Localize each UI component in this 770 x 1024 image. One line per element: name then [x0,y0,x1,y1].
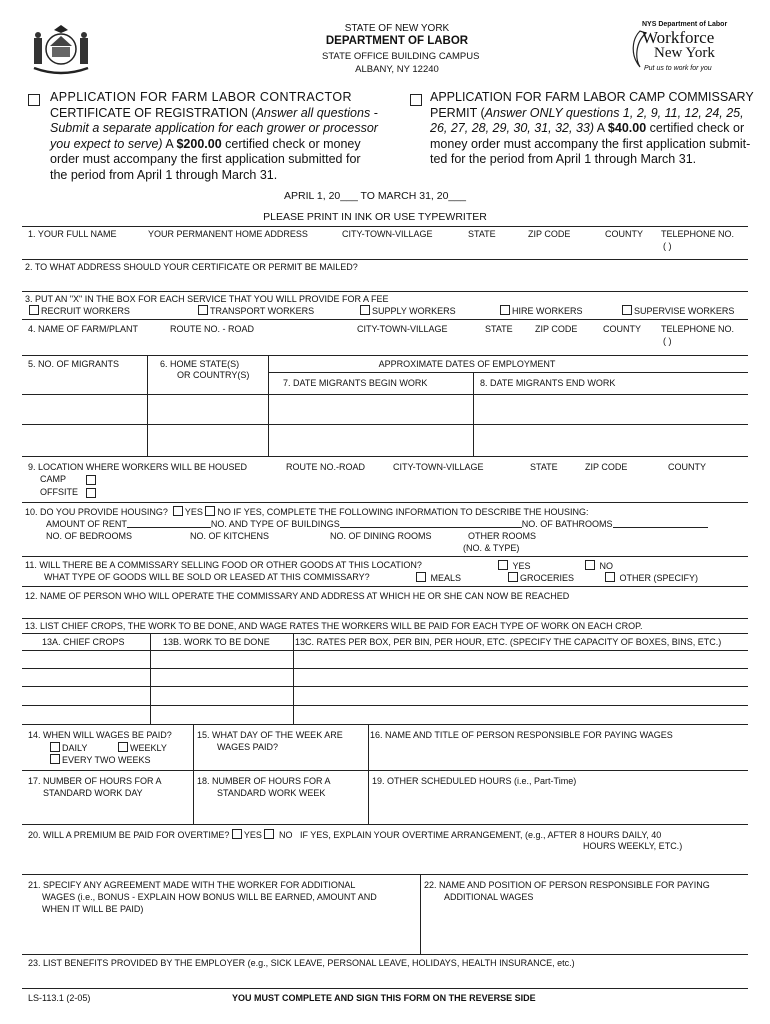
q14-weekly[interactable]: WEEKLY [118,742,167,754]
q1-zip-label: ZIP CODE [528,229,571,239]
rule [22,824,748,825]
header-department: DEPARTMENT OF LABOR [325,35,469,47]
farm-labor-contractor-text: APPLICATION FOR FARM LABOR CONTRACTOR CERTIFICATE OF REGISTRATION (Answer all questions - Submit a separate application for each grower or processor you expect to serve) A $200.00 certified check or money order must accompany the first application submitted for the period from April 1 through March 31. [50,90,378,182]
header-building: STATE OFFICE BUILDING CAMPUS [322,51,480,62]
rule [22,668,748,669]
header-state: STATE OF NEW YORK [344,23,450,34]
q3-services-label: 3. PUT AN "X" IN THE BOX FOR EACH SERVICE THAT YOU WILL PROVIDE FOR A FEE [25,294,389,304]
q14-daily[interactable]: DAILY [50,742,87,754]
q5-migrants-label: 5. NO. OF MIGRANTS [28,359,120,369]
checkbox[interactable] [360,305,370,315]
divider [147,355,148,456]
q6-country-label: OR COUNTRY(S) [177,370,250,380]
q9-housing-location-label: 9. LOCATION WHERE WORKERS WILL BE HOUSED [28,462,248,472]
q10-bedrooms-label: NO. OF BEDROOMS [46,531,133,541]
checkbox[interactable] [605,572,615,582]
q23-benefits-label: 23. LIST BENEFITS PROVIDED BY THE EMPLOYER (e.g., SICK LEAVE, PERSONAL LEAVE, HOLIDAYS, HEALTH INSURANCE, etc.) [28,958,575,968]
q10-buildings-field[interactable] [340,518,522,528]
approx-dates-label: APPROXIMATE DATES OF EMPLOYMENT [378,359,556,369]
q1-telephone-label: TELEPHONE NO. [661,229,735,239]
q10-no-checkbox[interactable] [205,506,215,516]
q20-overtime-label: 20. WILL A PREMIUM BE PAID FOR OVERTIME? YES NO IF YES, EXPLAIN YOUR OVERTIME ARRANGEMENT, (e.g., AFTER 8 HOURS DAILY, 40 [28,830,662,840]
farm-labor-contractor-checkbox[interactable] [28,94,40,106]
q1-county-label: COUNTY [605,229,643,239]
header-city: ALBANY, NY 12240 [355,64,439,75]
q10-yes-checkbox[interactable] [173,506,183,516]
q2-mailing-address-label: 2. TO WHAT ADDRESS SHOULD YOUR CERTIFICATE OR PERMIT BE MAILED? [25,262,358,272]
rule [22,954,748,955]
q12-commissary-operator-label: 12. NAME OF PERSON WHO WILL OPERATE THE COMMISSARY AND ADDRESS AT WHICH HE OR SHE CAN NOW BE REACHED [25,591,570,601]
divider [473,373,474,456]
q14-every-two-weeks[interactable]: EVERY TWO WEEKS [50,754,151,766]
q1-home-address-label: YOUR PERMANENT HOME ADDRESS [148,229,308,239]
q9-county-label: COUNTY [668,462,706,472]
q22-responsible-label-2: ADDITIONAL WAGES [444,892,534,902]
q3-supply-workers[interactable]: SUPPLY WORKERS [360,305,456,317]
q21-agreement-label-2: WAGES (i.e., BONUS - EXPLAIN HOW BONUS WILL BE EARNED, AMOUNT AND [42,892,377,902]
q3-supervise-workers[interactable]: SUPERVISE WORKERS [622,305,734,317]
divider [293,633,294,724]
rule [22,456,748,457]
rule [22,394,748,395]
rule [268,372,748,373]
q20-yes-checkbox[interactable] [232,829,242,839]
q18-standard-week-label: STANDARD WORK WEEK [217,788,326,798]
q9-city-label: CITY-TOWN-VILLAGE [393,462,484,472]
q13-crops-label: 13. LIST CHIEF CROPS, THE WORK TO BE DONE, AND WAGE RATES THE WORKERS WILL BE PAID FOR EACH TYPE OF WORK ON EACH CROP. [25,621,643,631]
q7-begin-work-label: 7. DATE MIGRANTS BEGIN WORK [283,378,428,388]
checkbox[interactable] [118,742,128,752]
q4-telephone-area[interactable]: ( ) [663,336,672,346]
checkbox[interactable] [29,305,39,315]
q14-wages-paid-label: 14. WHEN WILL WAGES BE PAID? [28,730,172,740]
q20-no-checkbox[interactable] [264,829,274,839]
q17-standard-day-label: STANDARD WORK DAY [43,788,143,798]
state-seal [30,22,92,80]
q1-city-label: CITY-TOWN-VILLAGE [342,229,433,239]
q10-no-type-label: (NO. & TYPE) [463,543,520,553]
q11-yes[interactable]: YES [498,560,531,572]
divider [420,874,421,954]
q10-other-rooms-label: OTHER ROOMS [468,531,537,541]
rule [22,502,748,503]
rule [22,618,748,619]
q3-hire-workers[interactable]: HIRE WORKERS [500,305,583,317]
q9-camp-checkbox[interactable] [86,475,96,485]
q21-agreement-label-3: WHEN IT WILL BE PAID) [42,904,144,914]
camp-commissary-checkbox[interactable] [410,94,422,106]
period-line: APRIL 1, 20___ TO MARCH 31, 20___ [284,190,466,202]
print-note: PLEASE PRINT IN INK OR USE TYPEWRITER [263,211,487,223]
q9-offsite-checkbox[interactable] [86,488,96,498]
q16-responsible-person-label: 16. NAME AND TITLE OF PERSON RESPONSIBLE FOR PAYING WAGES [370,730,673,740]
rule [22,319,748,320]
q1-telephone-area[interactable]: ( ) [663,241,672,251]
q9-zip-label: ZIP CODE [585,462,628,472]
q13c-rates-label: 13C. RATES PER BOX, PER BIN, PER HOUR, ETC. (SPECIFY THE CAPACITY OF BOXES, BINS, ETC.) [295,637,722,647]
rule [22,355,748,356]
q10-kitchens-label: NO. OF KITCHENS [190,531,270,541]
q3-transport-workers[interactable]: TRANSPORT WORKERS [198,305,314,317]
q11-no[interactable]: NO [585,560,613,572]
q4-telephone-label: TELEPHONE NO. [661,324,735,334]
rule [22,988,748,989]
q3-recruit-workers[interactable]: RECRUIT WORKERS [29,305,130,317]
q10-dining-label: NO. OF DINING ROOMS [330,531,432,541]
form-number: LS-113.1 (2-05) [28,993,91,1003]
q13a-chief-crops-label: 13A. CHIEF CROPS [42,637,125,647]
q11-goods-type-label: WHAT TYPE OF GOODS WILL BE SOLD OR LEASED AT THIS COMMISSARY? [44,572,370,582]
q1-state-label: STATE [468,229,496,239]
checkbox[interactable] [50,742,60,752]
rule [22,586,748,587]
checkbox[interactable] [416,572,426,582]
q10-housing-label: 10. DO YOU PROVIDE HOUSING? YES NO IF YES, COMPLETE THE FOLLOWING INFORMATION TO DESCRIBE THE HOUSING: [25,507,589,517]
camp-commissary-text: APPLICATION FOR FARM LABOR CAMP COMMISSARY PERMIT (Answer ONLY questions 1, 2, 9, 11, 12, 24, 25, 26, 27, 28, 29, 30, 31, 32, 33) A $40.00 certified check or money order must accompany the first application submit- ted for the period from April 1 through March 31. [430,90,754,166]
q9-route-label: ROUTE NO.-ROAD [286,462,366,472]
q10-rent-row: AMOUNT OF RENT NO. AND TYPE OF BUILDINGS NO. OF BATHROOMS [46,518,708,530]
checkbox[interactable] [508,572,518,582]
q19-other-hours-label: 19. OTHER SCHEDULED HOURS (i.e., Part-Time) [372,776,577,786]
footer-note: YOU MUST COMPLETE AND SIGN THIS FORM ON THE REVERSE SIDE [232,993,536,1003]
q9-offsite-label: OFFSITE [40,487,78,497]
q11-meals[interactable]: MEALS [416,572,461,584]
checkbox[interactable] [50,754,60,764]
q20-hours-weekly-label: HOURS WEEKLY, ETC.) [583,841,683,851]
q18-hours-week-label: 18. NUMBER OF HOURS FOR A [197,776,331,786]
q4-route-label: ROUTE NO. - ROAD [170,324,255,334]
q15-day-label: 15. WHAT DAY OF THE WEEK ARE [197,730,343,740]
q11-other[interactable]: OTHER (SPECIFY) [605,572,698,584]
q4-county-label: COUNTY [603,324,641,334]
q9-state-label: STATE [530,462,558,472]
q6-home-state-label: 6. HOME STATE(S) [160,359,240,369]
checkbox[interactable] [198,305,208,315]
q10-bathrooms-field[interactable] [613,518,708,528]
rule [22,650,748,651]
q11-groceries[interactable]: GROCERIES [508,572,574,584]
rule [22,874,748,875]
q8-end-work-label: 8. DATE MIGRANTS END WORK [480,378,616,388]
q22-responsible-label-1: 22. NAME AND POSITION OF PERSON RESPONSIBLE FOR PAYING [424,880,710,890]
checkbox[interactable] [585,560,595,570]
checkbox[interactable] [498,560,508,570]
divider [193,724,194,824]
rule [22,291,748,292]
q4-farm-name-label: 4. NAME OF FARM/PLANT [28,324,139,334]
rule [22,705,748,706]
q21-agreement-label-1: 21. SPECIFY ANY AGREEMENT MADE WITH THE WORKER FOR ADDITIONAL [28,880,356,890]
q9-camp-label: CAMP [40,474,67,484]
rule [22,226,748,227]
checkbox[interactable] [500,305,510,315]
rule [22,770,748,771]
rule [22,686,748,687]
q17-hours-day-label: 17. NUMBER OF HOURS FOR A [28,776,162,786]
q10-rent-field[interactable] [127,518,211,528]
q13b-work-label: 13B. WORK TO BE DONE [163,637,270,647]
q11-commissary-label: 11. WILL THERE BE A COMMISSARY SELLING FOOD OR OTHER GOODS AT THIS LOCATION? [25,560,422,570]
checkbox[interactable] [622,305,632,315]
q4-state-label: STATE [485,324,513,334]
q1-full-name-label: 1. YOUR FULL NAME [28,229,117,239]
rule [22,424,748,425]
divider [268,355,269,456]
rule [22,556,748,557]
workforce-logo: NYS Department of Labor Workforce New York Put us to work for you [624,21,734,77]
q4-zip-label: ZIP CODE [535,324,578,334]
divider [150,633,151,724]
q4-city-label: CITY-TOWN-VILLAGE [357,324,448,334]
divider [368,724,369,824]
q15-wages-paid-label: WAGES PAID? [217,742,279,752]
rule [22,724,748,725]
rule [22,259,748,260]
rule [22,633,748,634]
